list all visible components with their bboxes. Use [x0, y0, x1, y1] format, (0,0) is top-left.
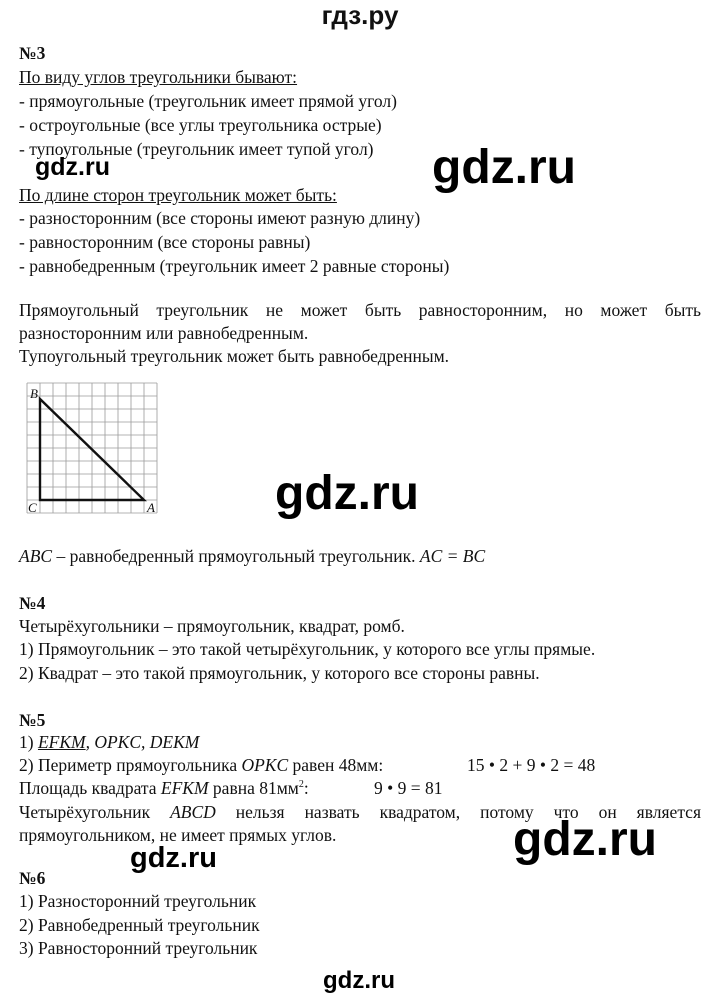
- perimeter-equation: 15 • 2 + 9 • 2 = 48: [467, 755, 596, 775]
- sides-item: - равносторонним (все стороны равны): [19, 232, 311, 252]
- quad-name: ABCD: [170, 802, 216, 822]
- angles-item: - тупоугольные (треугольник имеет тупой угол): [19, 139, 374, 159]
- section-3-title: №3: [19, 43, 46, 63]
- superscript: 2: [298, 779, 304, 791]
- square-name: EFKM: [160, 778, 209, 798]
- section-6-item: 3) Равносторонний треугольник: [19, 938, 258, 958]
- section-5-line-3: [19, 777, 309, 799]
- site-header: гдз.ру: [321, 0, 399, 30]
- watermark: gdz.ru: [432, 141, 576, 194]
- text-span: :: [303, 778, 309, 798]
- watermark: gdz.ru: [323, 967, 395, 994]
- section-4-line: 2) Квадрат – это такой прямоугольник, у которого все стороны равны.: [19, 663, 540, 683]
- section-6-title: №6: [19, 868, 46, 888]
- vertex-a-label: A: [147, 500, 155, 515]
- watermark: gdz.ru: [35, 153, 110, 181]
- paragraph-line: Прямоугольный треугольник не может быть равносторонним, но может быть: [19, 300, 701, 320]
- vertex-c-label: C: [28, 500, 37, 515]
- watermark: gdz.ru: [513, 813, 657, 866]
- vertex-b-label: B: [30, 386, 38, 401]
- section-5-line-1: [19, 731, 199, 753]
- rect-name: OPKC: [241, 755, 289, 775]
- text-span: Площадь квадрата: [19, 778, 161, 798]
- text-span: равна 81мм: [208, 778, 299, 798]
- triangle-figure: [22, 378, 172, 518]
- abc-name: ABC: [19, 546, 53, 566]
- text-span: равен 48мм:: [288, 755, 384, 775]
- text-span: Четырёхугольник: [19, 802, 171, 822]
- abc-equality: AC = BC: [419, 546, 486, 566]
- text-span: нельзя назвать квадратом, потому что он является: [215, 802, 701, 822]
- square-efkm: EFKM: [37, 732, 86, 752]
- area-equation: 9 • 9 = 81: [374, 778, 443, 798]
- sides-heading: По длине сторон треугольник может быть:: [19, 185, 337, 205]
- paragraph-line: Тупоугольный треугольник может быть равнобедренным.: [19, 346, 450, 366]
- other-quads: , OPKC, DEKM: [85, 732, 200, 752]
- sides-item: - равнобедренным (треугольник имеет 2 равные стороны): [19, 256, 450, 276]
- section-6-item: 1) Разносторонний треугольник: [19, 891, 257, 911]
- section-5-title: №5: [19, 710, 46, 730]
- text-span: 2) Периметр прямоугольника: [19, 755, 242, 775]
- section-5-line-5: прямоугольником, не имеет прямых углов.: [19, 825, 337, 845]
- section-4-title: №4: [19, 593, 46, 613]
- abc-text: – равнобедренный прямоугольный треугольник.: [52, 546, 420, 566]
- section-4-line: 1) Прямоугольник – это такой четырёхугольник, у которого все углы прямые.: [19, 639, 596, 659]
- angles-item: - прямоугольные (треугольник имеет прямой угол): [19, 91, 397, 111]
- item-number: 1): [19, 732, 38, 752]
- watermark: gdz.ru: [275, 467, 419, 520]
- section-6-item: 2) Равнобедренный треугольник: [19, 915, 260, 935]
- angles-item: - остроугольные (все углы треугольника острые): [19, 115, 382, 135]
- section-5-line-2: [19, 754, 383, 776]
- abc-statement: [19, 545, 485, 567]
- section-4-line: Четырёхугольники – прямоугольник, квадрат, ромб.: [19, 616, 405, 636]
- watermark: gdz.ru: [130, 842, 217, 874]
- sides-item: - разносторонним (все стороны имеют разную длину): [19, 208, 421, 228]
- angles-heading: По виду углов треугольники бывают:: [19, 67, 298, 87]
- paragraph-line: разносторонним или равнобедренным.: [19, 323, 309, 343]
